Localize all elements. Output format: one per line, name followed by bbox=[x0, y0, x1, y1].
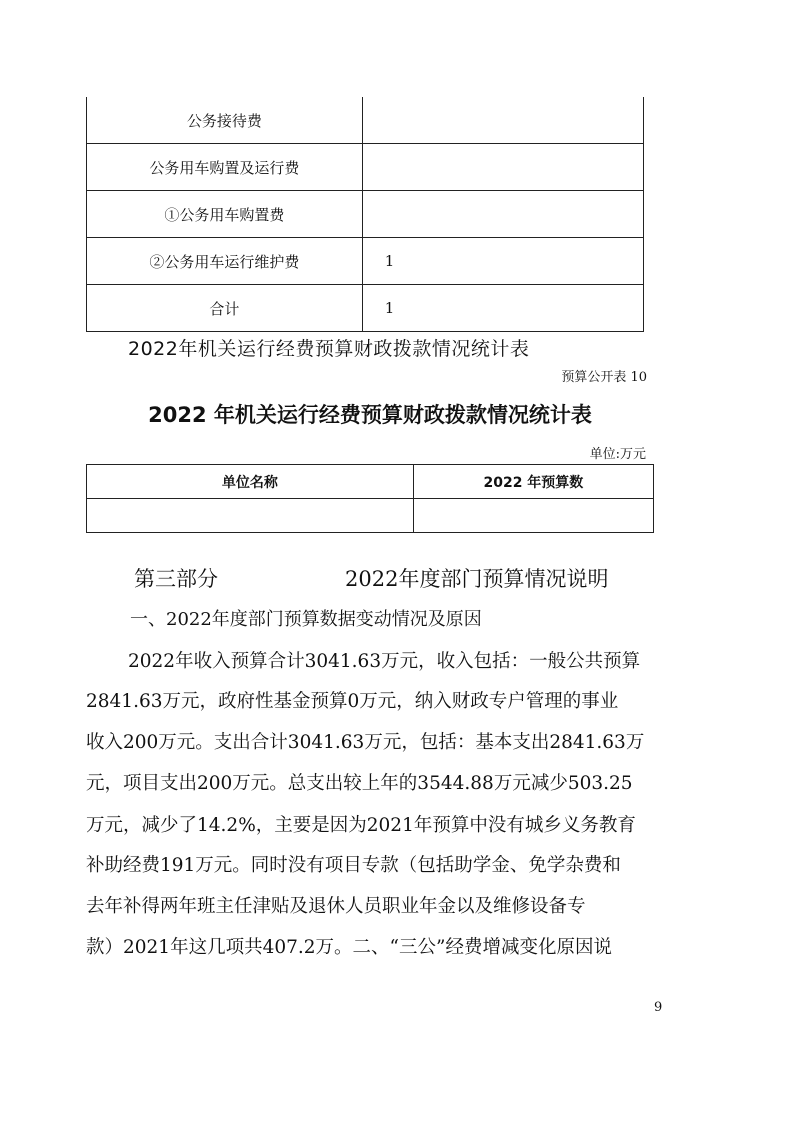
table-caption: 2022年机关运行经费预算财政拨款情况统计表 bbox=[128, 338, 530, 360]
table-row bbox=[87, 285, 644, 332]
row-label: ①公务用车购置费 bbox=[87, 191, 363, 238]
paragraph-line: 2841.63万元，政府性基金预算0万元，纳入财政专户管理的事业 bbox=[86, 691, 619, 712]
row-label: 公务用车购置及运行费 bbox=[87, 144, 363, 191]
paragraph-line: 元，项目支出200万元。总支出较上年的3544.88万元减少503.25 bbox=[86, 773, 633, 794]
table-row bbox=[87, 238, 644, 285]
paragraph-line: 万元，减少了14.2%，主要是因为2021年预算中没有城乡义务教育 bbox=[86, 815, 636, 836]
paragraph-line: 收入200万元。支出合计3041.63万元，包括：基本支出2841.63万 bbox=[86, 732, 645, 753]
paragraph-line: 去年补得两年班主任津贴及退休人员职业年金以及维修设备专 bbox=[86, 896, 586, 917]
page-number: 9 bbox=[654, 1000, 663, 1015]
table-row bbox=[87, 191, 644, 238]
row-value bbox=[362, 191, 643, 238]
three-public-expenses-table bbox=[86, 97, 644, 332]
table-header-row bbox=[87, 465, 654, 499]
row-value bbox=[362, 97, 643, 144]
section-title: 2022年度部门预算情况说明 bbox=[345, 567, 609, 591]
row-value bbox=[362, 144, 643, 191]
table-row bbox=[87, 499, 654, 533]
row-label: 合计 bbox=[87, 285, 363, 332]
row-label: ②公务用车运行维护费 bbox=[87, 238, 363, 285]
paragraph-line: 2022年收入预算合计3041.63万元，收入包括：一般公共预算 bbox=[128, 651, 641, 672]
row-value: 1 bbox=[362, 285, 643, 332]
table-row bbox=[87, 97, 644, 144]
unit-label: 单位:万元 bbox=[589, 447, 646, 462]
paragraph-line: 款）2021年这几项共407.2万。二、“三公”经费增减变化原因说 bbox=[86, 937, 612, 958]
form-number: 预算公开表 10 bbox=[561, 370, 647, 385]
table-row bbox=[87, 144, 644, 191]
column-header-unit-name: 单位名称 bbox=[87, 465, 414, 499]
cell-budget bbox=[413, 499, 653, 533]
cell-unit-name bbox=[87, 499, 414, 533]
row-value: 1 bbox=[362, 238, 643, 285]
paragraph-line: 补助经费191万元。同时没有项目专款（包括助学金、免学杂费和 bbox=[86, 855, 621, 876]
row-label: 公务接待费 bbox=[87, 97, 363, 144]
subheading: 一、2022年度部门预算数据变动情况及原因 bbox=[130, 609, 482, 630]
operating-expenses-table bbox=[86, 464, 654, 533]
section-part: 第三部分 bbox=[134, 567, 218, 591]
column-header-budget: 2022 年预算数 bbox=[413, 465, 653, 499]
table-title: 2022 年机关运行经费预算财政拨款情况统计表 bbox=[148, 403, 592, 427]
